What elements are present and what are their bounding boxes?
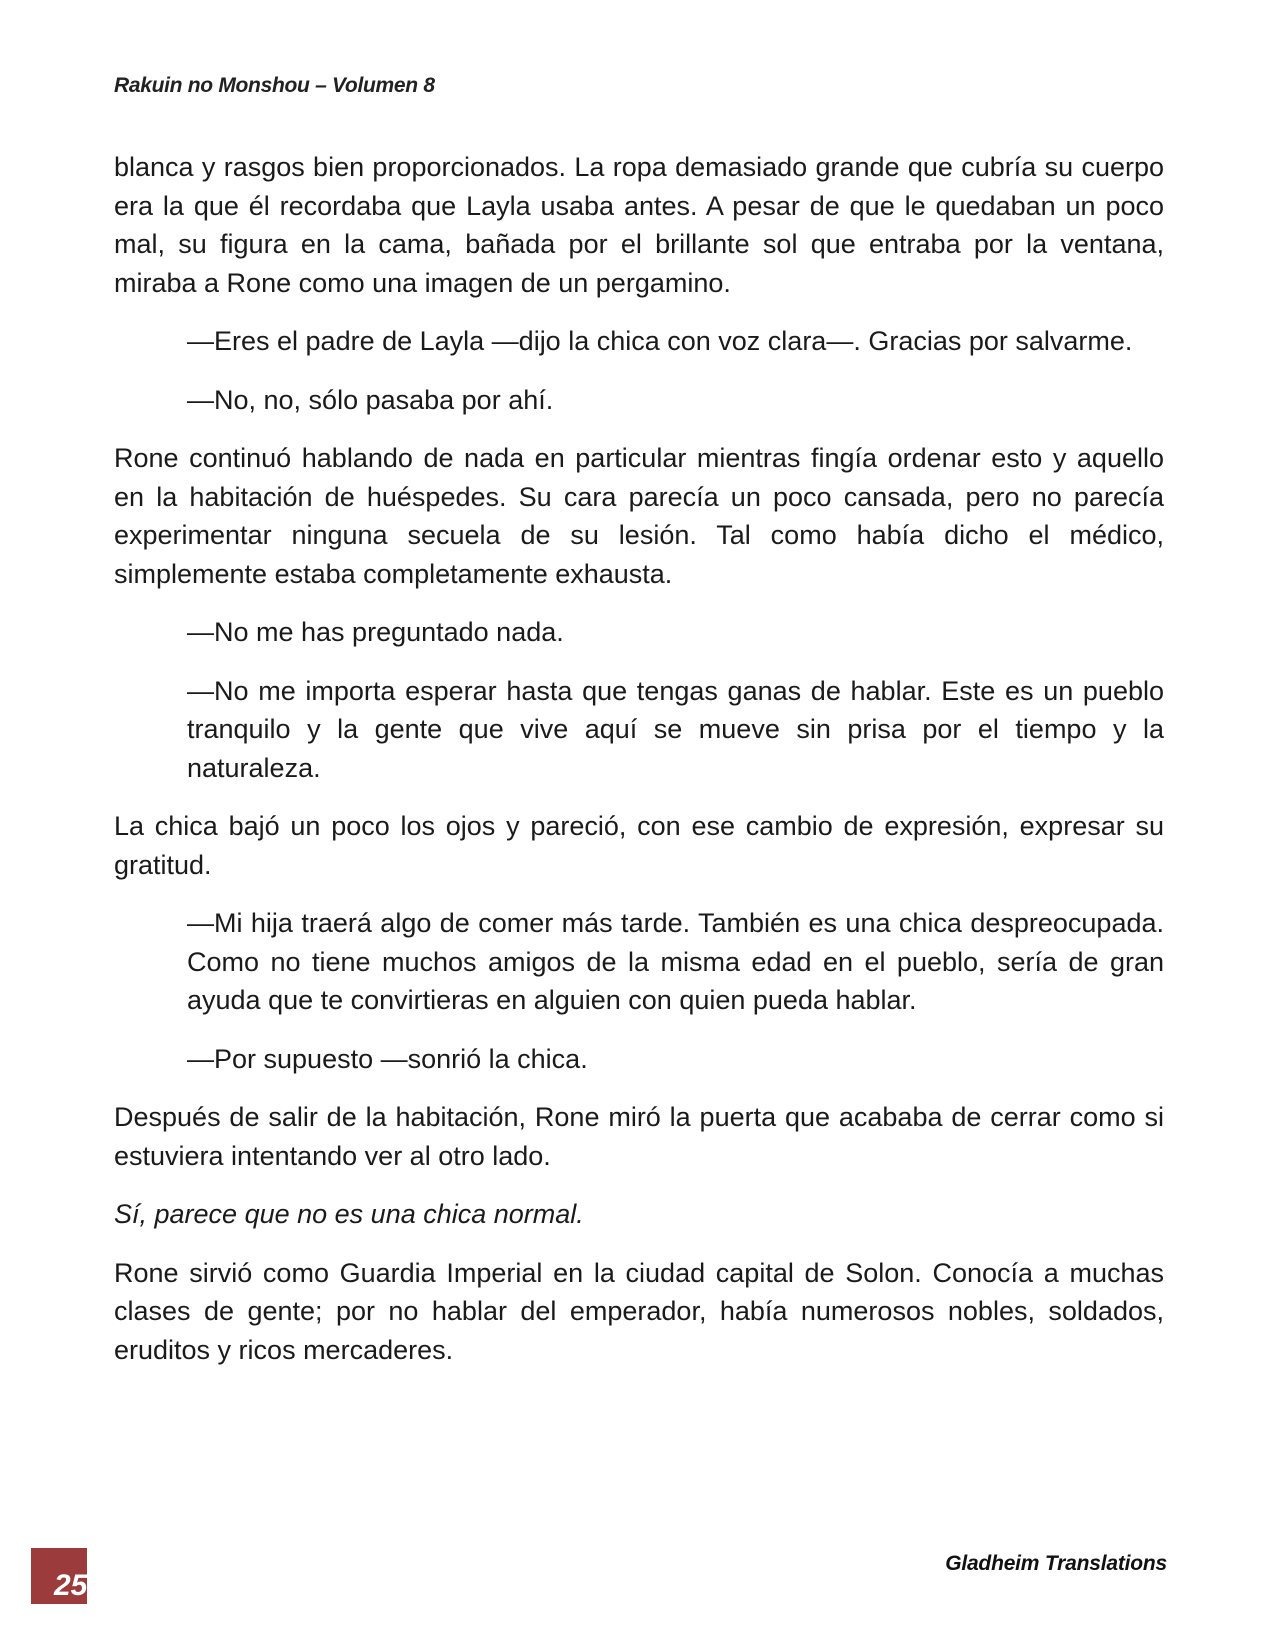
dialogue-paragraph: —Mi hija traerá algo de comer más tarde. También es una chica despreocupada. Como no tiene muchos amigos de la misma edad en el pueblo, sería de gran ayuda que te convirtieras en alguien con quien pueda hablar. [187,908,1164,1015]
dialogue-paragraph: —No, no, sólo pasaba por ahí. [187,384,554,415]
inner-thought-paragraph: Sí, parece que no es una chica normal. [114,1199,584,1229]
paragraph: blanca y rasgos bien proporcionados. La ropa demasiado grande que cubría su cuerpo era la que él recordaba que Layla usaba antes. A pesar de que le quedaban un poco mal, su figura en la cama, bañada por el brillante sol que entraba por la ventana, miraba a Rone como una imagen de un pergamino. [114,152,1164,298]
page-number: 25 [54,1569,88,1602]
paragraph: La chica bajó un poco los ojos y pareció, con ese cambio de expresión, expresar su gratitud. [114,811,1164,880]
document-body [114,148,1164,1389]
page-number-underline [31,1604,87,1607]
dialogue-paragraph: —Por supuesto —sonrió la chica. [187,1043,588,1074]
paragraph: Rone sirvió como Guardia Imperial en la ciudad capital de Solon. Conocía a muchas clases de gente; por no hablar del emperador, había numerosos nobles, soldados, eruditos y ricos mercaderes. [114,1257,1164,1365]
footer-brand: Gladheim Translations [945,1552,1167,1575]
dialogue-paragraph: —No me has preguntado nada. [187,617,564,647]
paragraph: Rone continuó hablando de nada en particular mientras fingía ordenar esto y aquello en la habitación de huéspedes. Su cara parecía un poco cansada, pero no parecía experimentar ninguna secuela de su lesión. Tal como había dicho el médico, simplemente estaba completamente exhausta. [114,443,1164,589]
dialogue-paragraph: —No me importa esperar hasta que tengas ganas de hablar. Este es un pueblo tranquilo y la gente que vive aquí se mueve sin prisa por el tiempo y la naturaleza. [187,675,1164,783]
paragraph: Después de salir de la habitación, Rone miró la puerta que acababa de cerrar como si estuviera intentando ver al otro lado. [114,1102,1164,1171]
page-header-title: Rakuin no Monshou – Volumen 8 [114,74,435,97]
dialogue-paragraph: —Eres el padre de Layla —dijo la chica con voz clara—. Gracias por salvarme. [187,326,1133,356]
